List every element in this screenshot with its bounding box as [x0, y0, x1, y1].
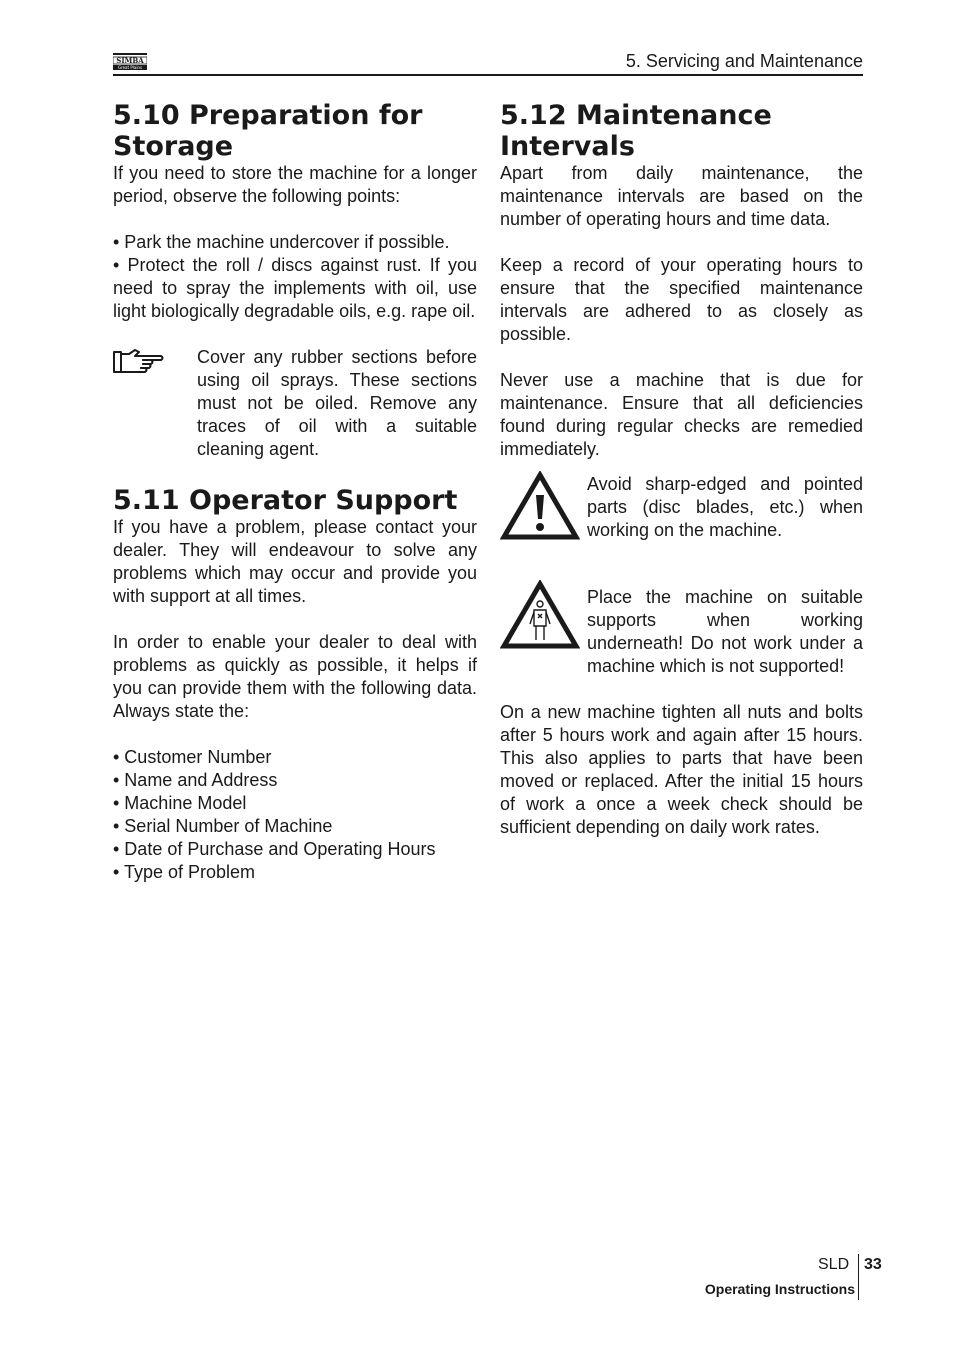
- list-item: • Type of Problem: [113, 862, 256, 882]
- svg-text:SIMBA: SIMBA: [116, 56, 144, 65]
- section-512-title-line1: 5.12 Maintenance: [500, 100, 772, 131]
- footer-divider: [858, 1254, 859, 1300]
- list-item: • Name and Address: [113, 770, 278, 790]
- intervals-para-1: Apart from daily maintenance, the maintenance intervals are based on the number of operating hours and time data.: [500, 163, 863, 229]
- list-item: • Machine Model: [113, 793, 247, 813]
- section-510-title-line1: 5.10 Preparation for: [113, 100, 423, 131]
- warning-sharp-parts: [500, 473, 863, 546]
- intervals-para-3: Never use a machine that is due for maintenance. Ensure that all deficiencies found during regular checks are remedied immediately.: [500, 370, 863, 459]
- section-511-title: 5.11 Operator Support: [113, 485, 458, 516]
- header-section-title: 5. Servicing and Maintenance: [625, 51, 863, 71]
- warning-sharp-parts-text: Avoid sharp-edged and pointed parts (disc blades, etc.) when working on the machine.: [587, 474, 863, 540]
- footer-doc-title: Operating Instructions: [704, 1281, 855, 1297]
- support-para-1: If you have a problem, please contact your dealer. They will endeavour to solve any problems which may occur and provide you with support at all times.: [113, 517, 477, 606]
- footer-page-number: 33: [864, 1256, 882, 1273]
- list-item: • Customer Number: [113, 747, 272, 767]
- simba-logo-icon: [113, 53, 147, 72]
- intervals-para-4: On a new machine tighten all nuts and bolts after 5 hours work and again after 15 hours. This also applies to parts that have been moved or replaced. After the initial 15 hours of work a once a week check should be sufficient depending on daily work rates.: [500, 702, 863, 837]
- section-512-title-line2: Intervals: [500, 131, 635, 162]
- svg-text:Great Plains: Great Plains: [117, 65, 143, 70]
- storage-note-text: Cover any rubber sections before using oil sprays. These sections must not be oiled. Remove any traces of oil with a suitable cleaning agent.: [197, 347, 477, 459]
- left-column: [113, 100, 477, 884]
- footer-model: SLD: [818, 1256, 850, 1273]
- page-header: [113, 48, 863, 76]
- section-510-title: [113, 100, 477, 162]
- section-512-title: [500, 100, 863, 162]
- support-data-list: [113, 746, 477, 884]
- warning-supports-text: Place the machine on suitable supports when working underneath! Do not work under a machine which is not supported!: [587, 587, 863, 676]
- storage-intro: If you need to store the machine for a longer period, observe the following points:: [113, 163, 477, 206]
- right-column: [500, 100, 863, 839]
- intervals-para-2: Keep a record of your operating hours to ensure that the specified maintenance intervals are adhered to as closely as possible.: [500, 255, 863, 344]
- section-510-title-line2: Storage: [113, 131, 234, 162]
- pointing-hand-icon: [113, 348, 165, 376]
- storage-bullet-1: • Park the machine undercover if possible.: [113, 232, 450, 252]
- warning-triangle-icon: [500, 471, 580, 541]
- list-item: • Date of Purchase and Operating Hours: [113, 839, 436, 859]
- storage-note: [113, 346, 477, 461]
- crushing-hazard-icon: [500, 580, 580, 650]
- warning-supports: [500, 586, 863, 678]
- storage-bullet-2: • Protect the roll / discs against rust. If you need to spray the implements with oil, use light biologically degradable oils, e.g. rape oil.: [113, 255, 477, 321]
- support-para-2: In order to enable your dealer to deal with problems as quickly as possible, it helps if you can provide them with the following data. Always state the:: [113, 632, 477, 721]
- list-item: • Serial Number of Machine: [113, 816, 333, 836]
